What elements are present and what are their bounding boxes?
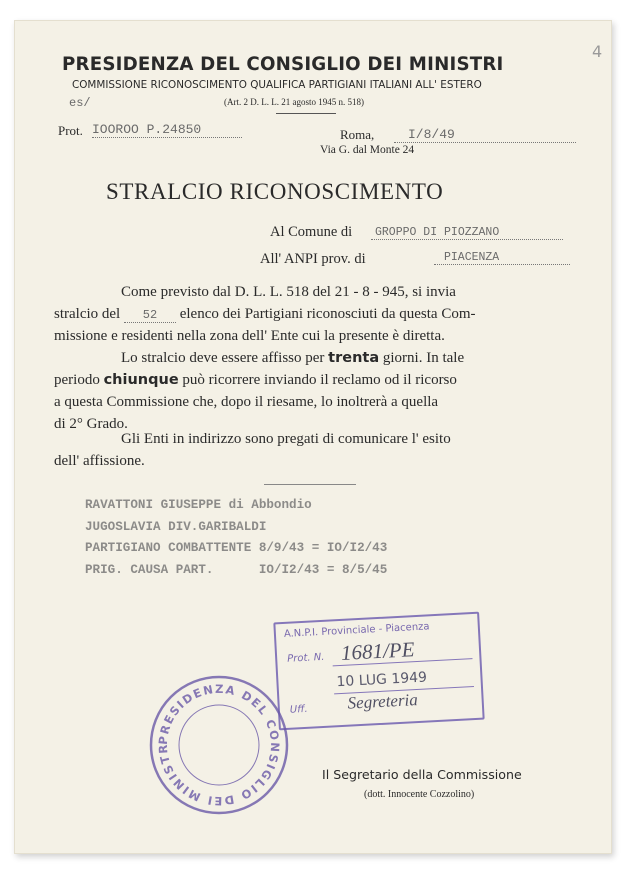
- typed-entry-line3: PARTIGIANO COMBATTENTE 8/9/43 = IO/I2/43: [85, 541, 388, 555]
- list-number: 52: [124, 308, 176, 323]
- body-p1-line2-a: stralcio del: [54, 306, 121, 322]
- prot-value: IOOROO P.24850: [92, 122, 242, 138]
- typed-entry-line2: JUGOSLAVIA DIV.GARIBALDI: [85, 520, 267, 534]
- typed-entry-line4: PRIG. CAUSA PART. IO/I2/43 = 8/5/45: [85, 563, 388, 577]
- recipient2-label: All' ANPI prov. di: [260, 251, 366, 267]
- signature-role: Il Segretario della Commissione: [322, 767, 522, 782]
- body-p3-line2: dell' affissione.: [54, 453, 145, 469]
- header-title: PRESIDENZA DEL CONSIGLIO DEI MINISTRI: [62, 54, 504, 75]
- body-p2-line2-b: può ricorrere inviando il reclamo od il ricorso: [182, 372, 457, 388]
- round-seal-stamp: [146, 672, 292, 818]
- anpi-stamp: [273, 612, 484, 731]
- body-p2-line2-a: periodo: [54, 372, 100, 388]
- prot-label: Prot.: [58, 123, 83, 138]
- place-label: Roma,: [340, 127, 375, 142]
- anpi-stamp-header: A.N.P.I. Provinciale - Piacenza: [283, 621, 430, 640]
- body-p1-line2: [54, 306, 476, 323]
- anpi-stamp-prot-label: Prot. N.: [286, 651, 325, 665]
- round-seal-svg: [146, 672, 292, 818]
- bold-chiunque: chiunque: [103, 372, 179, 388]
- date-value: I/8/49: [394, 127, 576, 143]
- document-title: STRALCIO RICONOSCIMENTO: [106, 179, 444, 204]
- anpi-stamp-uff-label: Uff.: [289, 703, 308, 716]
- address: Via G. dal Monte 24: [320, 144, 415, 156]
- header-subtitle: COMMISSIONE RICONOSCIMENTO QUALIFICA PARTIGIANI ITALIANI ALL' ESTERO: [72, 79, 482, 91]
- header-rule: [276, 113, 336, 114]
- anpi-stamp-date: 10 LUG 1949: [336, 669, 428, 691]
- body-p1-line1: Come previsto dal D. L. L. 518 del 21 - 8 - 945, si invia: [121, 284, 456, 300]
- body-p2-line1: [121, 350, 464, 367]
- body-p1-line3: missione e residenti nella zona dell' Ente cui la presente è diretta.: [54, 328, 445, 344]
- signature-name: (dott. Innocente Cozzolino): [364, 789, 475, 800]
- recipient2-value: PIACENZA: [434, 251, 570, 265]
- body-p2-line1-b: giorni. In tale: [382, 350, 465, 366]
- round-seal-textpath: PRESIDENZA DEL CONSIGLIO DEI MINISTR: [155, 681, 283, 809]
- anpi-stamp-signature: Segreteria: [347, 690, 419, 713]
- body-p2-line2: [54, 372, 457, 389]
- body-p1-line2-b: elenco dei Partigiani riconosciuti da questa Com-: [179, 306, 476, 322]
- body-p3-line1: Gli Enti in indirizzo sono pregati di comunicare l' esito: [121, 431, 451, 447]
- typed-entry-line1: RAVATTONI GIUSEPPE di Abbondio: [85, 498, 312, 512]
- body-rule: [264, 484, 356, 485]
- header-law-ref: (Art. 2 D. L. L. 21 agosto 1945 n. 518): [224, 97, 364, 107]
- recipient1-label: Al Comune di: [270, 224, 353, 240]
- body-p2-line4: di 2° Grado.: [54, 416, 128, 432]
- anpi-stamp-prot-number: 1681/PE: [340, 637, 416, 665]
- bold-trenta: trenta: [328, 350, 380, 366]
- corner-pencil-mark: 4: [592, 42, 603, 61]
- recipient1-value: GROPPO DI PIOZZANO: [371, 226, 563, 240]
- body-p2-line3: a questa Commissione che, dopo il riesame, lo inoltrerà a quella: [54, 394, 439, 410]
- document-sheet: [14, 20, 612, 854]
- body-p2-line1-a: Lo stralcio deve essere affisso per: [121, 350, 325, 366]
- side-mark: es/: [69, 96, 91, 110]
